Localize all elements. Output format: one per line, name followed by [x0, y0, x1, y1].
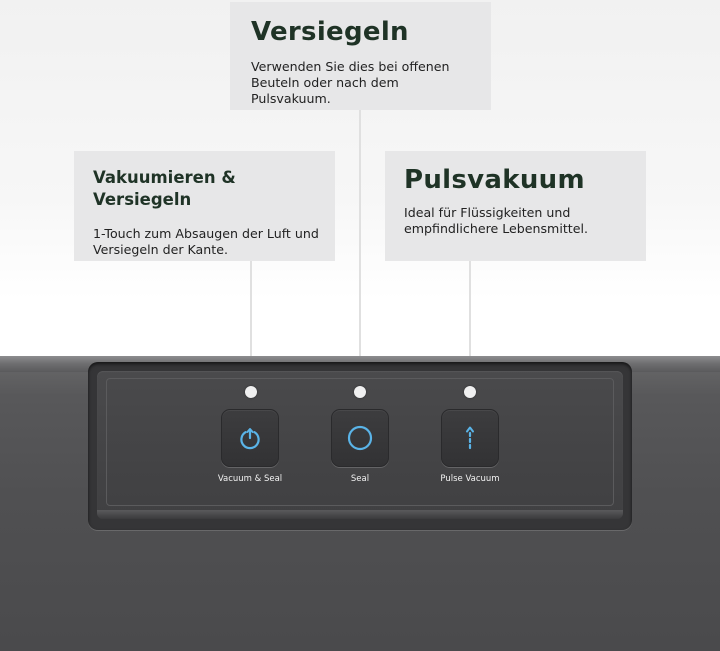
pulse-callout-title: Pulsvakuum — [404, 165, 585, 195]
vacuum-seal-callout-line-2: Versiegeln der Kante. — [93, 242, 228, 257]
vacuum-seal-callout-title: Vakuumieren & Versiegeln — [93, 168, 236, 209]
vacuum-seal-button-label: Vacuum & Seal — [217, 474, 283, 484]
power-icon — [235, 423, 265, 453]
seal-button[interactable] — [331, 409, 389, 467]
seal-callout — [230, 2, 491, 110]
pulse-vacuum-button-label: Pulse Vacuum — [440, 474, 500, 484]
vacuum-seal-callout-line-1: 1-Touch zum Absaugen der Luft und — [93, 226, 319, 241]
pulse-callout-line-1: Ideal für Flüssigkeiten und — [404, 205, 571, 220]
pulse-callout-line-2: empfindlichere Lebensmittel. — [404, 221, 588, 236]
vacuum-seal-callout — [74, 151, 335, 261]
seal-leader-dot — [354, 386, 366, 398]
control-panel-lip — [97, 510, 623, 519]
dashed-arrow-up-icon — [455, 423, 485, 453]
pulse-callout — [385, 151, 646, 261]
vacuum-seal-leader-dot — [245, 386, 257, 398]
pulse-leader-dot — [464, 386, 476, 398]
pulse-vacuum-button[interactable] — [441, 409, 499, 467]
circle-icon — [345, 423, 375, 453]
seal-callout-line-2: Beuteln oder nach dem Pulsvakuum. — [251, 75, 399, 106]
seal-callout-line-1: Verwenden Sie dies bei offenen — [251, 59, 450, 74]
seal-leader-line — [359, 110, 361, 392]
seal-button-label: Seal — [350, 474, 370, 484]
seal-callout-title: Versiegeln — [251, 17, 409, 47]
vacuum-seal-button[interactable] — [221, 409, 279, 467]
